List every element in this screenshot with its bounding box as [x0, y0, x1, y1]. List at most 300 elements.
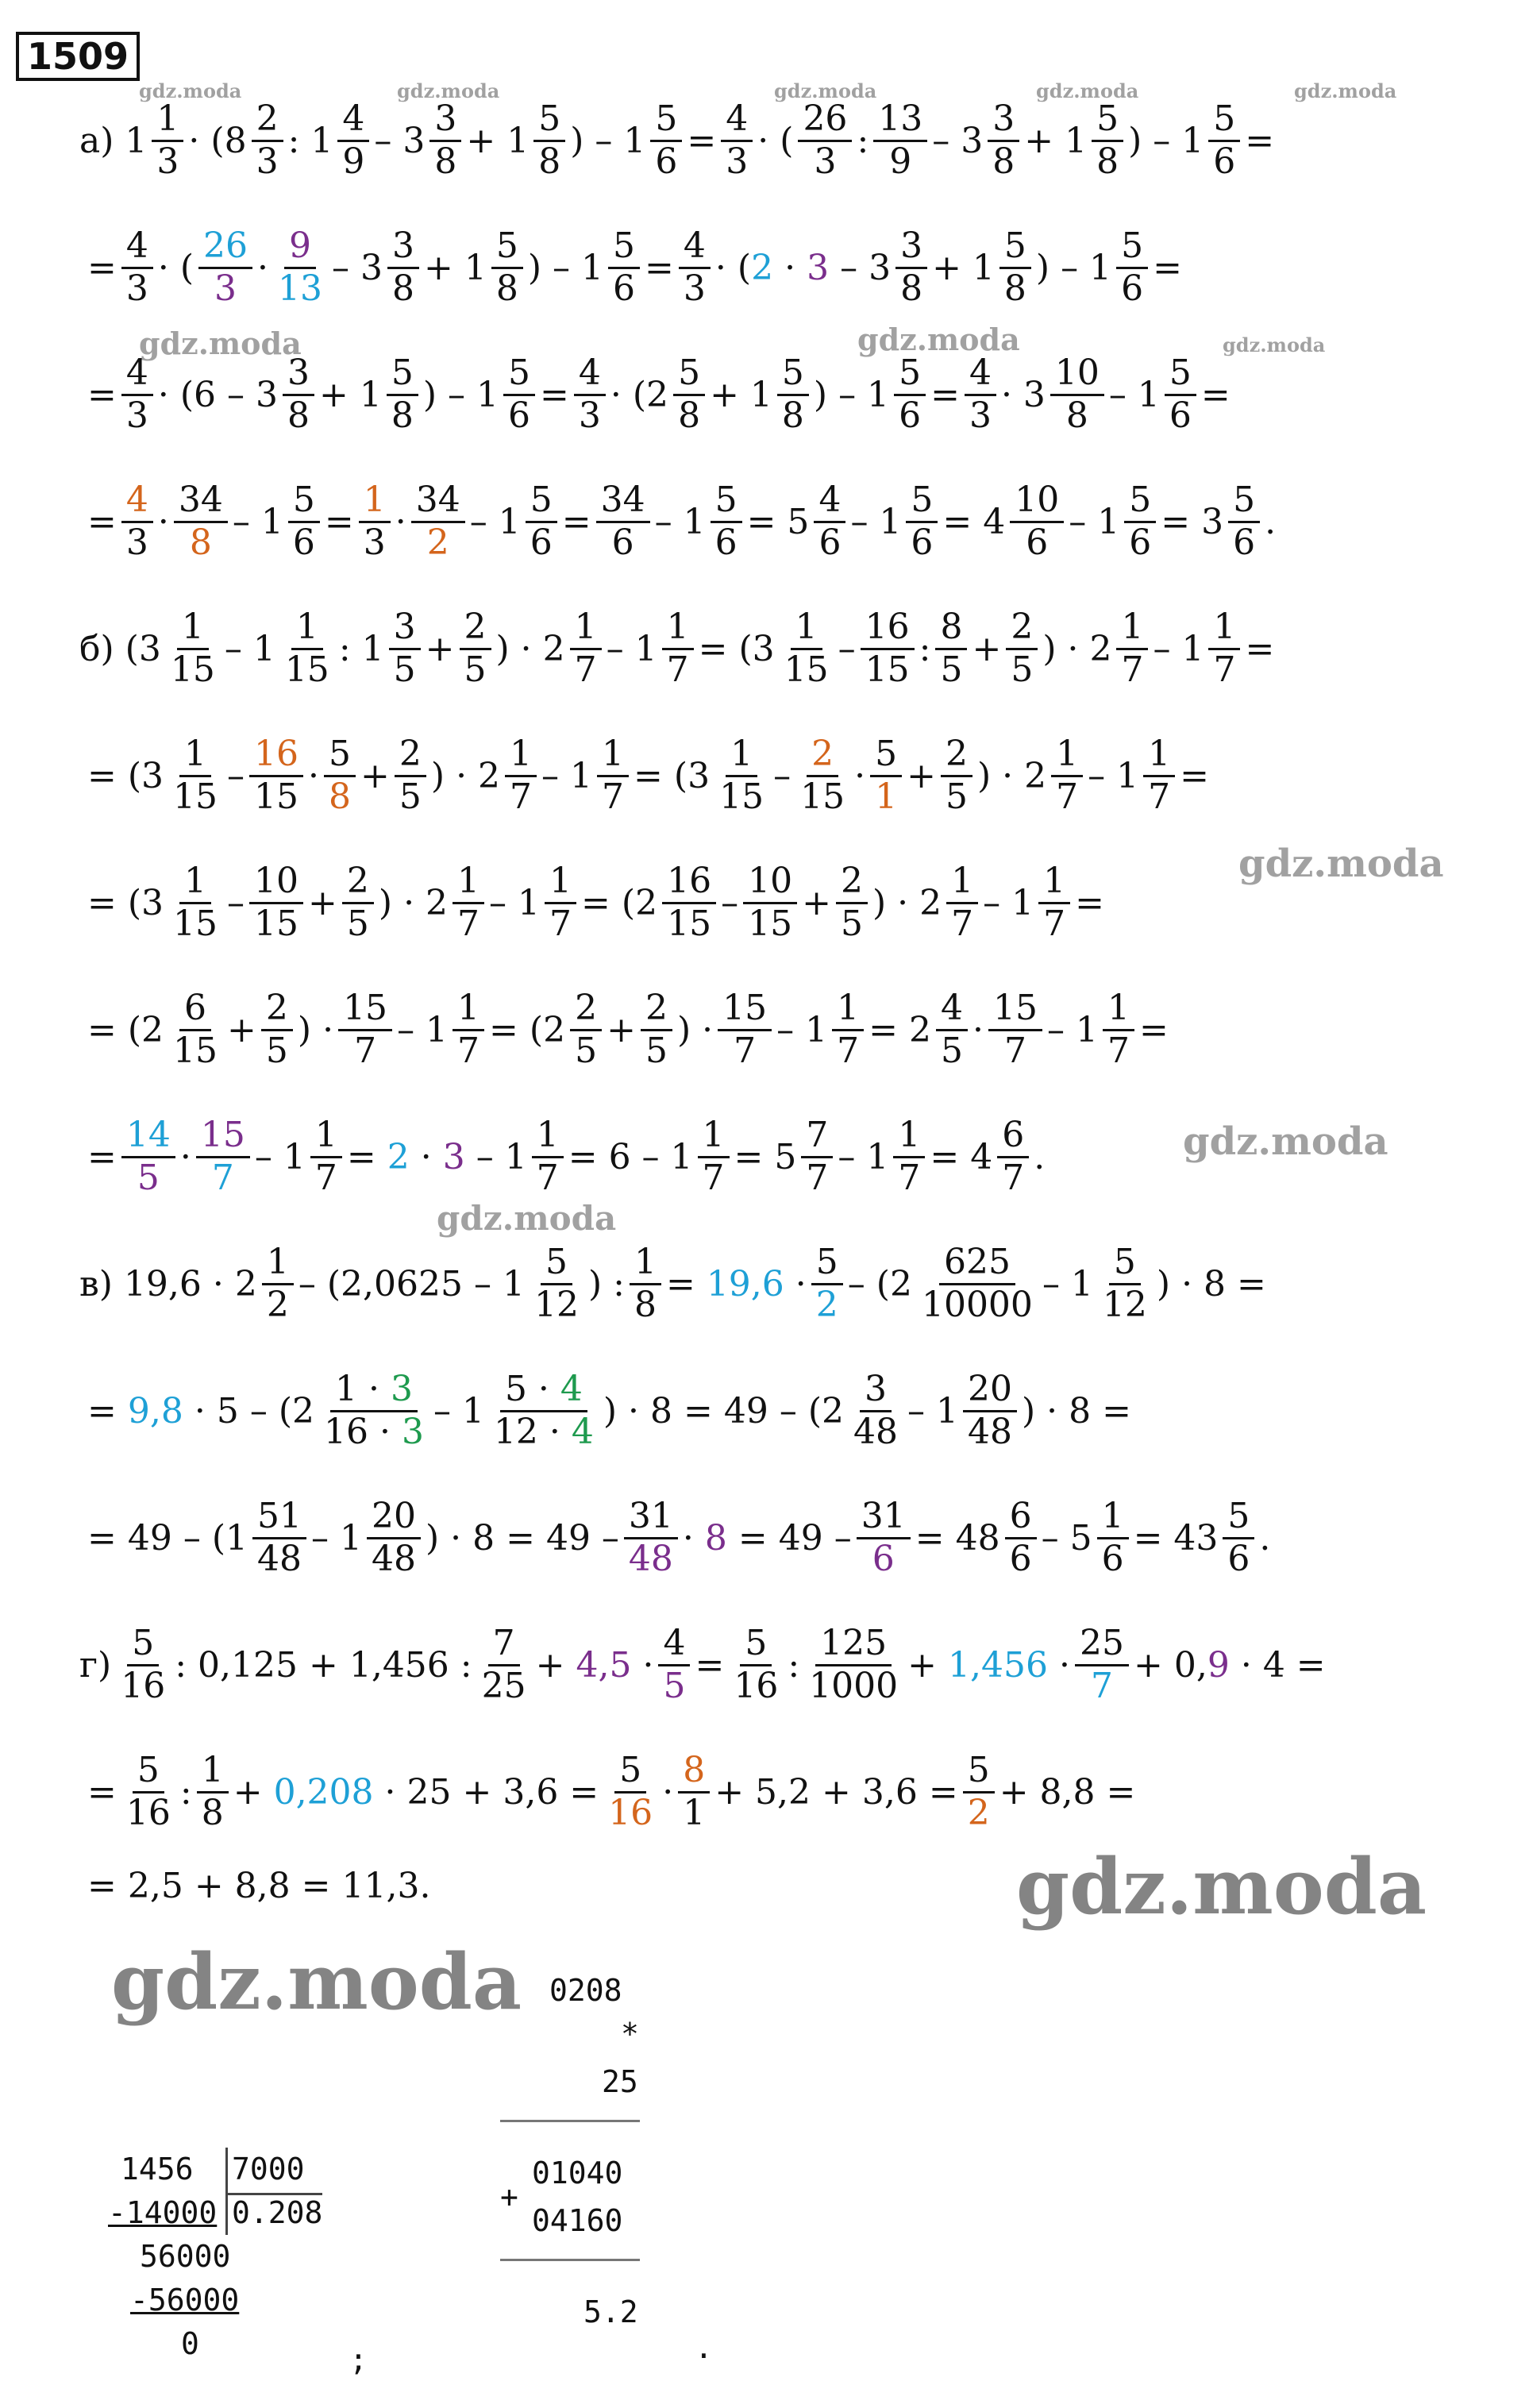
watermark-text: gdz.moda	[437, 1199, 617, 1238]
fraction: $\frac{1}{7}$	[453, 988, 484, 1071]
math-text: = 6 – 1	[568, 1136, 693, 1177]
math-text: – 1	[983, 882, 1034, 923]
math-text: +	[308, 882, 337, 923]
math-text: 4,5	[576, 1644, 632, 1686]
fraction: $\frac{1}{15}$	[784, 607, 829, 690]
fraction: $\frac{5}{6}$	[1124, 480, 1156, 563]
fraction: $\frac{1}{6}$	[1097, 1497, 1129, 1579]
fraction: $\frac{5}{6}$	[503, 353, 535, 436]
math-text: + 1	[466, 120, 530, 161]
math-text: +	[607, 1009, 636, 1050]
fraction: $\frac{31}{6}$	[857, 1497, 911, 1579]
calc-div-subtract: -56000	[130, 2283, 240, 2317]
fraction: $\frac{51}{48}$	[252, 1497, 306, 1579]
fraction: $\frac{5}{8}$	[1092, 99, 1123, 182]
math-text: :	[179, 1771, 192, 1813]
math-text: =	[489, 1009, 518, 1050]
math-text: ·	[662, 1771, 674, 1813]
fraction: $\frac{25}{7}$	[1075, 1624, 1129, 1706]
fraction: $\frac{2}{5}$	[342, 861, 374, 944]
fraction: $\frac{1}{7}$	[1103, 988, 1134, 1071]
math-text: 9	[1207, 1644, 1230, 1686]
math-text: –	[847, 1263, 865, 1304]
fraction: $\frac{5}{12}$	[1102, 1242, 1147, 1325]
solution-v-line-3	[87, 1497, 1270, 1579]
fraction: $\frac{7}{25}$	[481, 1623, 526, 1706]
fraction: $\frac{5}{8}$	[999, 226, 1031, 309]
math-text: = 5	[734, 1136, 797, 1177]
math-text: ·	[257, 247, 269, 288]
fraction: $\frac{3}{8}$	[988, 99, 1019, 182]
math-text: ·	[972, 1009, 984, 1050]
fraction: $\frac{5}{8}$	[491, 226, 523, 309]
calc-mult-row: 01040	[532, 2156, 623, 2190]
part-label: в)	[79, 1263, 113, 1304]
watermark-text: gdz.moda	[774, 79, 877, 102]
math-text: +	[227, 1009, 256, 1050]
fraction: $\frac{3}{48}$	[853, 1369, 899, 1452]
math-text: =	[540, 374, 569, 415]
fraction: $\frac{1}{7}$	[1116, 607, 1148, 690]
math-text: (3	[673, 755, 711, 796]
fraction: $\frac{5}{6}$	[1165, 353, 1196, 436]
math-text: – 1	[397, 1009, 449, 1050]
fraction: $\frac{14}{5}$	[121, 1115, 175, 1198]
math-text: ·	[854, 755, 866, 796]
math-text: ) – 1	[1128, 120, 1204, 161]
math-text: – 1	[850, 501, 902, 542]
math-text: (2	[529, 1009, 566, 1050]
math-text: ·	[682, 1517, 694, 1558]
math-text: : 0,125 + 1,456 :	[175, 1644, 472, 1686]
solution-a-line-1	[79, 99, 1274, 182]
math-text: (2	[876, 1263, 912, 1304]
math-text: = 2,5 + 8,8 = 11,3.	[87, 1866, 431, 1906]
math-text: =	[695, 1644, 725, 1686]
math-text: = 49 –	[87, 1517, 201, 1558]
fraction: $\frac{1}{8}$	[197, 1751, 229, 1833]
fraction: $\frac{5}{8}$	[387, 353, 418, 436]
fraction: $\frac{5}{1}$	[870, 734, 902, 817]
math-text: =	[1245, 120, 1275, 161]
fraction: $\frac{5}{6}$	[906, 480, 938, 563]
math-text: ) – 1	[422, 374, 499, 415]
fraction: $\frac{1 \cdot 3}{16 \cdot 3}$	[323, 1369, 424, 1452]
fraction: $\frac{5}{16}$	[734, 1623, 779, 1706]
math-text: ) · 2	[872, 882, 942, 923]
solution-b-line-2	[87, 734, 1209, 817]
fraction: $\frac{4}{5}$	[936, 988, 968, 1071]
math-text: (	[780, 120, 794, 161]
math-text: =	[87, 1009, 117, 1050]
solution-b-line-5	[87, 1115, 1045, 1198]
watermark-text: gdz.moda	[1016, 1842, 1427, 1932]
fraction: $\frac{3}{8}$	[283, 353, 314, 436]
fraction: $\frac{5}{6}$	[608, 226, 640, 309]
math-text: ·	[157, 247, 169, 288]
watermark-text: gdz.moda	[857, 322, 1020, 357]
math-text: – 1	[489, 882, 541, 923]
math-text: – 1	[606, 628, 657, 669]
math-text: ) – 1	[570, 120, 646, 161]
math-text: ·	[179, 1136, 191, 1177]
fraction: $\frac{15}{7}$	[196, 1115, 250, 1198]
fraction: $\frac{2}{5}$	[570, 988, 602, 1071]
fraction: $\frac{5 \cdot 4}{12 \cdot 4}$	[493, 1369, 594, 1452]
math-text: (	[179, 247, 194, 288]
math-text: (3	[127, 755, 164, 796]
fraction: $\frac{5}{8}$	[533, 99, 565, 182]
math-text: (2	[621, 882, 658, 923]
task-number: 1509	[16, 32, 140, 81]
fraction: $\frac{5}{16}$	[608, 1750, 653, 1833]
math-text: =	[930, 374, 960, 415]
fraction: $\frac{625}{10000}$	[921, 1242, 1033, 1325]
math-text: ·	[642, 1644, 654, 1686]
math-text: =	[87, 501, 117, 542]
watermark-text: gdz.moda	[397, 79, 500, 102]
fraction: $\frac{1}{15}$	[173, 734, 218, 817]
calc-div-remainder: 56000	[140, 2239, 231, 2274]
fraction: $\frac{2}{5}$	[460, 607, 491, 690]
fraction: $\frac{1}{15}$	[173, 861, 218, 944]
solution-b-line-3	[87, 861, 1104, 944]
math-text: =	[346, 1136, 376, 1177]
calc-div-dividend: 1456	[121, 2152, 194, 2186]
fraction: $\frac{3}{5}$	[389, 607, 421, 690]
fraction: $\frac{1}{7}$	[698, 1115, 730, 1198]
math-text: +	[907, 755, 936, 796]
math-text: + 1	[319, 374, 382, 415]
fraction: $\frac{1}{7}$	[532, 1115, 564, 1198]
fraction: $\frac{5}{6}$	[1208, 99, 1240, 182]
math-text: · 4 =	[1240, 1644, 1326, 1686]
solution-a-line-3	[87, 353, 1231, 436]
fraction: $\frac{1}{3}$	[152, 99, 183, 182]
calc-end-dot: .	[695, 2330, 713, 2365]
fraction: $\frac{8}{5}$	[935, 607, 967, 690]
math-text: 1,456	[948, 1644, 1048, 1686]
fraction: $\frac{1}{15}$	[170, 607, 215, 690]
math-text: ) · 8 =	[1022, 1390, 1131, 1431]
calc-semicolon: ;	[349, 2342, 368, 2377]
math-text: – 1	[838, 1136, 889, 1177]
solution-b-line-4	[87, 988, 1169, 1071]
fraction: $\frac{34}{2}$	[411, 480, 465, 563]
fraction: $\frac{5}{6}$	[526, 480, 557, 563]
fraction: $\frac{4}{3}$	[121, 353, 153, 436]
math-text: ·	[308, 755, 320, 796]
calc-divider-line	[500, 2120, 640, 2122]
math-text: =	[87, 247, 117, 288]
fraction: $\frac{6}{7}$	[997, 1115, 1029, 1198]
math-text: =	[645, 247, 674, 288]
math-text: (	[737, 247, 752, 288]
calc-mult-row: 25	[602, 2064, 638, 2099]
fraction: $\frac{1}{7}$	[662, 607, 694, 690]
math-text: = 43	[1133, 1517, 1219, 1558]
math-text: (1	[211, 1517, 248, 1558]
calc-mult-row: 04160	[532, 2203, 623, 2238]
math-text: (3	[127, 882, 164, 923]
math-text: ·	[157, 501, 169, 542]
fraction: $\frac{1}{7}$	[1208, 607, 1240, 690]
fraction: $\frac{1}{7}$	[453, 861, 484, 944]
math-text: (2	[278, 1390, 314, 1431]
math-text: ) · 2	[1042, 628, 1112, 669]
math-text: +	[535, 1644, 565, 1686]
calc-div-quotient: 0.208	[232, 2195, 323, 2230]
math-text: = 2	[868, 1009, 931, 1050]
calc-divider-line	[500, 2259, 640, 2261]
calc-mult-row: 0208	[549, 1973, 622, 2008]
solution-v-line-2	[87, 1370, 1131, 1452]
fraction: $\frac{5}{6}$	[1116, 226, 1148, 309]
math-text: – 1	[654, 501, 706, 542]
fraction: $\frac{20}{48}$	[367, 1497, 421, 1579]
fraction: $\frac{34}{6}$	[596, 480, 650, 563]
math-text: – 3	[332, 247, 383, 288]
math-text: ·	[610, 374, 622, 415]
fraction: $\frac{1}{7}$	[310, 1115, 342, 1198]
fraction: $\frac{5}{16}$	[125, 1750, 171, 1833]
fraction: $\frac{2}{5}$	[1006, 607, 1038, 690]
math-text: (2	[127, 1009, 164, 1050]
watermark-text: gdz.moda	[1183, 1119, 1388, 1164]
math-text: · 3	[1000, 374, 1046, 415]
math-text: + 1	[710, 374, 772, 415]
math-text: (8	[210, 120, 247, 161]
math-text: – 1	[541, 755, 593, 796]
math-text: – 1	[1046, 1009, 1098, 1050]
fraction: $\frac{2}{5}$	[261, 988, 293, 1071]
fraction: $\frac{10}{15}$	[743, 861, 797, 944]
math-text: ·	[714, 247, 726, 288]
fraction: $\frac{16}{15}$	[662, 861, 716, 944]
math-text: :	[287, 120, 300, 161]
math-text: ) · 2	[976, 755, 1047, 796]
fraction: $\frac{16}{15}$	[249, 734, 303, 817]
math-text: .	[1034, 1136, 1046, 1177]
math-text: ·	[420, 1136, 432, 1177]
math-text: ·	[795, 1263, 807, 1304]
calc-div-bracket	[225, 2148, 228, 2235]
fraction: $\frac{5}{8}$	[673, 353, 705, 436]
math-text: – 1	[224, 628, 275, 669]
watermark-text: gdz.moda	[1036, 79, 1139, 102]
fraction: $\frac{1}{7}$	[832, 988, 864, 1071]
math-text: = 4	[942, 501, 1006, 542]
fraction: $\frac{9}{13}$	[278, 225, 323, 309]
fraction: $\frac{1}{7}$	[1051, 734, 1083, 817]
solution-g-line-3	[87, 1866, 430, 1906]
fraction: $\frac{15}{7}$	[718, 988, 772, 1071]
fraction: $\frac{1}{7}$	[545, 861, 576, 944]
fraction: $\frac{5}{6}$	[1223, 1497, 1254, 1579]
math-text: –	[838, 628, 856, 669]
math-text: +	[425, 628, 455, 669]
math-text: =	[87, 882, 117, 923]
math-text: 2	[751, 247, 774, 288]
fraction: $\frac{2}{5}$	[641, 988, 672, 1071]
math-text: 3	[442, 1136, 465, 1177]
math-text: – 1	[1088, 755, 1139, 796]
math-text: ) – 1	[813, 374, 890, 415]
math-text: + 1	[1024, 120, 1088, 161]
fraction: $\frac{4}{3}$	[965, 353, 996, 436]
math-text: – 5	[1041, 1517, 1092, 1558]
math-text: 1	[125, 120, 148, 161]
math-text: +	[233, 1771, 263, 1813]
math-text: (2,0625 – 1	[326, 1263, 525, 1304]
math-text: ·	[784, 247, 796, 288]
fraction: $\frac{5}{6}$	[1228, 480, 1260, 563]
math-text: 19,6	[706, 1263, 784, 1304]
fraction: $\frac{15}{7}$	[338, 988, 392, 1071]
solution-a-line-2	[87, 226, 1182, 309]
fraction: $\frac{4}{3}$	[121, 226, 153, 309]
math-text: – 1	[1153, 628, 1204, 669]
math-text: =	[87, 1136, 117, 1177]
fraction: $\frac{1}{7}$	[893, 1115, 925, 1198]
fraction: $\frac{5}{12}$	[533, 1242, 579, 1325]
math-text: =	[665, 1263, 695, 1304]
watermark-text: gdz.moda	[1294, 79, 1397, 102]
math-text: + 5,2 + 3,6 =	[714, 1771, 958, 1813]
math-text: ·	[1059, 1644, 1070, 1686]
fraction: $\frac{5}{6}$	[288, 480, 320, 563]
fraction: $\frac{2}{3}$	[252, 99, 283, 182]
fraction: $\frac{10}{6}$	[1010, 480, 1064, 563]
fraction: $\frac{2}{15}$	[800, 734, 845, 817]
part-label: б)	[79, 628, 114, 669]
watermark-text: gdz.moda	[1238, 842, 1444, 886]
fraction: $\frac{5}{8}$	[324, 734, 356, 817]
watermark-text: gdz.moda	[139, 79, 242, 102]
solution-v-line-1	[79, 1243, 1266, 1325]
fraction: $\frac{34}{8}$	[174, 480, 228, 563]
fraction: $\frac{5}{16}$	[121, 1623, 166, 1706]
math-text: – 1	[469, 501, 521, 542]
solution-g-line-1	[79, 1624, 1326, 1706]
math-text: ) :	[587, 1263, 625, 1304]
calc-mult-result: 5.2	[583, 2294, 638, 2329]
fraction: $\frac{3}{8}$	[429, 99, 461, 182]
fraction: $\frac{2}{5}$	[395, 734, 426, 817]
fraction: $\frac{1}{3}$	[359, 480, 391, 563]
math-text: + 1	[932, 247, 995, 288]
math-text: +	[907, 1644, 938, 1686]
fraction: $\frac{5}{8}$	[777, 353, 809, 436]
fraction: $\frac{1}{7}$	[1038, 861, 1070, 944]
math-text: – 1	[254, 1136, 306, 1177]
math-text: :	[919, 628, 931, 669]
math-text: .	[1265, 501, 1277, 542]
math-text: = 4	[930, 1136, 993, 1177]
part-label: а)	[79, 120, 114, 161]
math-text: = 49 –	[738, 1517, 852, 1558]
math-text: 3	[807, 247, 830, 288]
fraction: $\frac{1}{7}$	[597, 734, 629, 817]
math-text: –	[227, 755, 245, 796]
fraction: $\frac{1}{2}$	[262, 1243, 294, 1325]
math-text: ·	[757, 120, 769, 161]
math-text: ·	[157, 374, 169, 415]
solution-b-line-1	[79, 607, 1274, 690]
math-text: =	[1075, 882, 1104, 923]
math-text: =	[1153, 247, 1182, 288]
math-text: 8	[704, 1517, 727, 1558]
math-text: ) · 2	[378, 882, 449, 923]
math-text: =	[87, 1771, 117, 1813]
fraction: $\frac{4}{3}$	[721, 99, 753, 182]
fraction: $\frac{8}{1}$	[678, 1751, 710, 1833]
math-text: ) – 1	[1035, 247, 1112, 288]
math-text: – 3	[840, 247, 892, 288]
math-text: ) · 2	[495, 628, 565, 669]
math-text: =	[87, 374, 117, 415]
math-text: +	[972, 628, 1002, 669]
math-text: – 1	[1108, 374, 1160, 415]
fraction: $\frac{5}{2}$	[963, 1751, 995, 1833]
solution-a-line-4	[87, 480, 1276, 563]
fraction: $\frac{5}{2}$	[811, 1243, 843, 1325]
math-text: 2	[387, 1136, 410, 1177]
math-text: (2	[632, 374, 669, 415]
fraction: $\frac{5}{6}$	[711, 480, 742, 563]
solution-g-line-2	[87, 1751, 1135, 1833]
part-label: г)	[79, 1644, 112, 1686]
watermark-text: gdz.moda	[111, 1937, 522, 2027]
math-text: – 1	[1069, 501, 1120, 542]
math-text: =	[1180, 755, 1209, 796]
math-text: +	[360, 755, 390, 796]
math-text: ) · 8 = 49 –	[603, 1390, 797, 1431]
math-text: (3	[738, 628, 775, 669]
math-text: =	[698, 628, 728, 669]
fraction: $\frac{4}{6}$	[814, 480, 845, 563]
math-text: – 1	[1042, 1263, 1093, 1304]
math-text: =	[561, 501, 591, 542]
math-text: ·	[395, 501, 406, 542]
math-text: – 1	[232, 501, 283, 542]
math-text: + 1	[424, 247, 487, 288]
fraction: $\frac{1}{7}$	[946, 861, 978, 944]
math-text: 19,6 · 2	[123, 1263, 257, 1304]
fraction: $\frac{125}{1000}$	[809, 1623, 899, 1706]
calc-div-remainder: 0	[181, 2326, 199, 2361]
fraction: $\frac{4}{3}$	[121, 480, 153, 563]
math-text: +	[802, 882, 831, 923]
fraction: $\frac{4}{9}$	[337, 99, 369, 182]
fraction: $\frac{15}{7}$	[988, 988, 1042, 1071]
calc-div-subtract: -14000	[108, 2195, 218, 2230]
fraction: $\frac{1}{7}$	[570, 607, 602, 690]
fraction: $\frac{1}{15}$	[284, 607, 329, 690]
fraction: $\frac{6}{6}$	[1005, 1497, 1037, 1579]
math-text: 0,208	[273, 1771, 374, 1813]
calc-div-divisor: 7000	[232, 2152, 305, 2186]
fraction: $\frac{1}{8}$	[630, 1243, 661, 1325]
watermark-text: gdz.moda	[1223, 333, 1326, 356]
math-text: =	[634, 755, 663, 796]
fraction: $\frac{7}{7}$	[801, 1115, 833, 1198]
math-text: (6 – 3	[179, 374, 279, 415]
fraction: $\frac{1}{7}$	[1143, 734, 1175, 817]
math-text: =	[324, 501, 354, 542]
math-text: –	[773, 755, 791, 796]
math-text: –	[298, 1263, 316, 1304]
